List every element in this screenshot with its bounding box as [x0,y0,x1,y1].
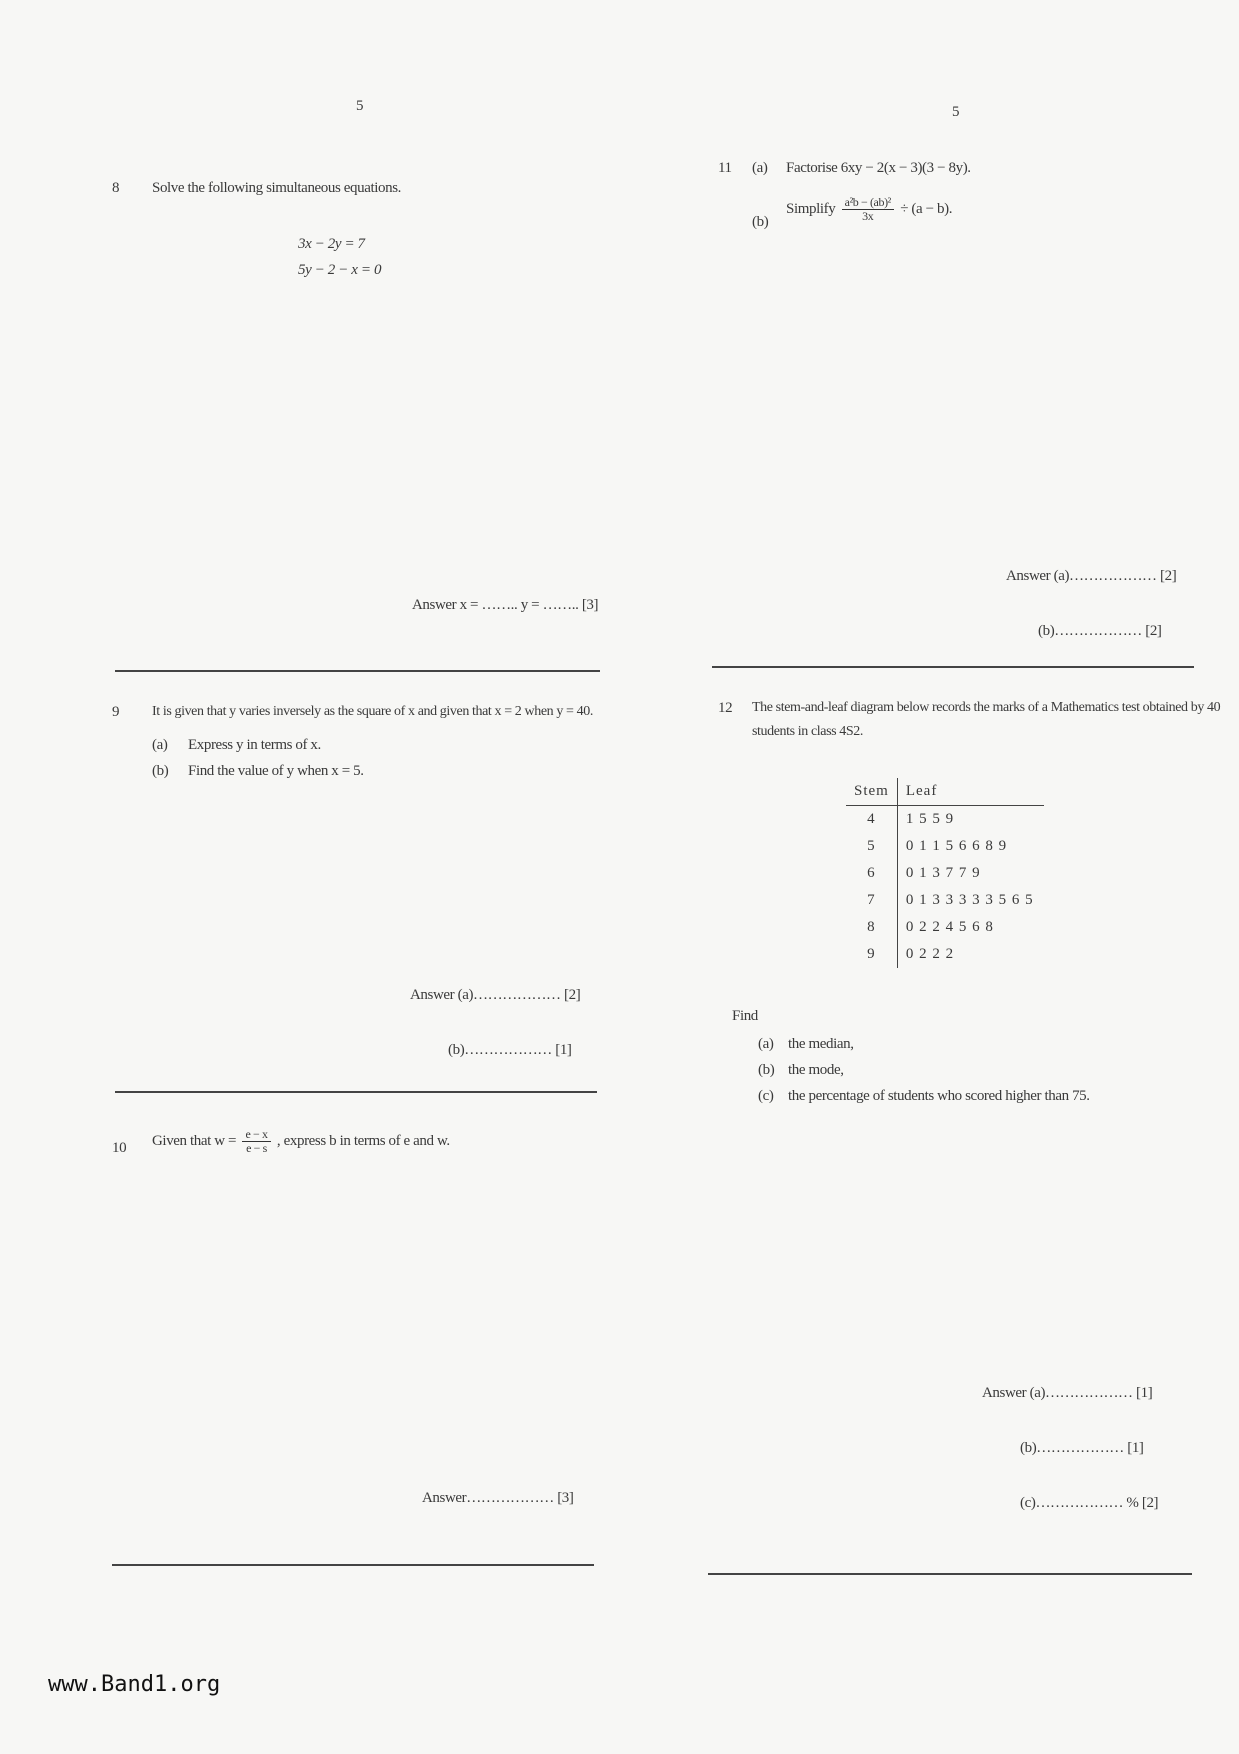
question-text: Solve the following simultaneous equations. [152,180,402,196]
question-number: 8 [112,180,120,196]
leaf-header: Leaf [897,778,1044,806]
question-number: 9 [112,704,120,720]
fraction [242,1128,270,1155]
leaf-cell: 0 1 3 3 3 3 3 5 6 5 [905,892,1034,908]
fraction-numerator: e − x [242,1128,270,1142]
part-label: (a) [758,1036,774,1052]
equation-2: 5y − 2 − x = 0 [298,262,382,278]
part-text: the mode, [788,1062,844,1078]
divider [712,666,1194,668]
leaf-cell: 1 5 5 9 [905,811,955,827]
page-number: 5 [952,104,960,120]
table-row [846,833,1044,860]
page-number: 5 [356,98,364,114]
part-label: (c) [758,1088,774,1104]
part-label: (b) [752,214,769,230]
stem-cell: 9 [846,941,897,968]
stem-cell: 5 [846,833,897,860]
table-row [846,806,1044,834]
equation-1: 3x − 2y = 7 [298,236,365,252]
leaf-cell: 0 2 2 2 [905,946,955,962]
answer-line-c[interactable]: (c)……………… % [2] [1020,1495,1159,1511]
table-row [846,941,1044,968]
divider [115,1091,597,1093]
answer-line-a[interactable]: Answer (a)……………… [1] [982,1385,1153,1401]
fraction-numerator: a²b − (ab)² [842,196,894,210]
part-text: the percentage of students who scored higher than 75. [788,1088,1090,1104]
question-text: It is given that y varies inversely as the square of x and given that x = 2 when y = 40. [152,704,593,719]
answer-line-b[interactable]: (b)……………… [1] [448,1042,572,1058]
part-text: the median, [788,1036,854,1052]
part-text-start: Simplify [786,201,836,218]
question-number: 11 [718,160,732,176]
leaf-cell: 0 1 1 5 6 6 8 9 [905,838,1008,854]
divider [112,1564,594,1566]
stem-cell: 7 [846,887,897,914]
part-text: Find the value of y when x = 5. [188,763,364,779]
part-text: Express y in terms of x. [188,737,321,753]
stem-header: Stem [846,778,897,806]
answer-line-a[interactable]: Answer (a)……………… [2] [410,987,581,1003]
stem-and-leaf-table [846,778,1044,968]
part-label: (b) [152,763,169,779]
stem-cell: 6 [846,860,897,887]
table-row [846,860,1044,887]
question-text-line-1: The stem-and-leaf diagram below records the marks of a Mathematics test obtained by 40 [752,700,1221,715]
leaf-cell: 0 2 2 4 5 6 8 [905,919,994,935]
question-text-start: Given that w = [152,1133,237,1150]
table-row [846,914,1044,941]
fraction-denominator: 3x [862,209,874,224]
leaf-cell: 0 1 3 7 7 9 [905,865,981,881]
table-row [846,887,1044,914]
answer-line-b[interactable]: (b)……………… [1] [1020,1440,1144,1456]
part-text-end: ÷ (a − b). [900,201,953,218]
fraction [842,196,894,223]
divider [115,670,600,672]
answer-line-a[interactable]: Answer (a)……………… [2] [1006,568,1177,584]
part-label: (a) [752,160,768,176]
stem-cell: 8 [846,914,897,941]
answer-line-b[interactable]: (b)……………… [2] [1038,623,1162,639]
watermark-url: www.Band1.org [48,1672,221,1697]
question-text-end: , express b in terms of e and w. [276,1133,450,1150]
part-label: (b) [758,1062,775,1078]
question-number: 10 [112,1140,127,1156]
table-header [846,778,1044,806]
question-text [152,1128,450,1155]
part-label: (a) [152,737,168,753]
answer-line[interactable]: Answer……………… [3] [422,1490,574,1506]
stem-cell: 4 [846,806,897,834]
right-page [620,0,1239,1754]
question-text-line-2: students in class 4S2. [752,724,863,739]
answer-line[interactable]: Answer x = …….. y = …….. [3] [412,597,599,613]
part-text [786,196,952,223]
divider [708,1573,1192,1575]
find-label: Find [732,1008,758,1024]
question-number: 12 [718,700,733,716]
part-text: Factorise 6xy − 2(x − 3)(3 − 8y). [786,160,971,176]
fraction-denominator: e − s [246,1141,267,1156]
